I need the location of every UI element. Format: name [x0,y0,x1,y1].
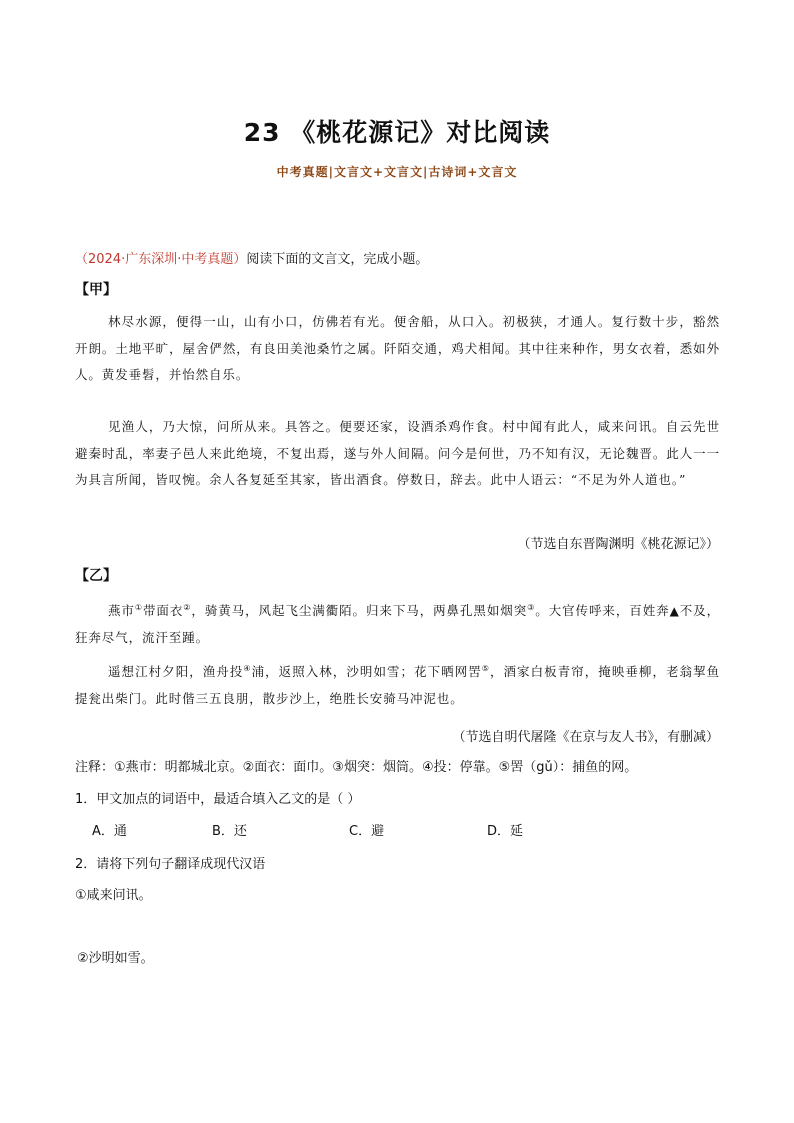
annotations: 注释：①燕市：明都城北京。②面衣：面巾。③烟突：烟筒。④投：停靠。⑤罟（gǔ）：捕鱼的网。 [75,760,638,775]
instruction-text: 阅读下面的文言文，完成小题。 [246,252,429,267]
text-run: ，骑黄马，风起飞尘满衢陌。归来下马，两鼻孔黑如烟突 [191,603,528,619]
page-title: 23 《桃花源记》对比阅读 [243,118,551,147]
passage-a-label: 【甲】 [75,282,117,298]
passage-b-paragraph-1 [75,595,720,651]
text-run: 遥想江村夕阳，渔舟投 [108,664,244,680]
passage-b-attribution: （节选自明代屠隆《在京与友人书》，有删减） [452,730,719,745]
text-run: 带面衣 [142,603,184,619]
footnote-marker: ① [134,603,143,612]
question-2-item-1: ①咸来问讯。 [75,888,152,903]
exam-source: （2024·广东深圳·中考真题） [75,252,247,267]
footnote-marker: ⑤ [481,664,490,673]
blank-marker: ▲ [669,604,680,619]
question-1: 1．甲文加点的词语中，最适合填入乙文的是（ ） [75,792,361,807]
text-run: ，酒家白板青帘，掩映垂柳，老翁挈鱼提瓮出柴门。此时偕三五良朋，散步沙上，绝胜长安骑马冲泥也。 [75,664,720,706]
passage-a-paragraph-1: 林尽水源，便得一山，山有小口，仿佛若有光。便舍船，从口入。初极狭，才通人。复行数十步，豁然开朗。土地平旷，屋舍俨然，有良田美池桑竹之属。阡陌交通，鸡犬相闻。其中往来种作，男女衣着，悉如外人。黄发垂髫，并怡然自乐。 [75,314,720,382]
passage-a-paragraph-2: 见渔人，乃大惊，问所从来。具答之。便要还家，设酒杀鸡作食。村中闻有此人，咸来问讯。自云先世避秦时乱，率妻子邑人来此绝境，不复出焉，遂与外人间隔。问今是何世，乃不知有汉，无论魏晋。此人一一为具言所闻，皆叹惋。余人各复延至其家，皆出酒食。停数日，辞去。此中人语云：“不足为外人道也。” [75,419,720,487]
passage-b-paragraph-2 [75,656,720,712]
text-run: 。大官传呼来，百姓奔 [535,603,670,619]
footnote-marker: ③ [527,603,536,612]
option-d: D．延 [487,824,524,839]
question-2-item-2: ②沙明如雪。 [77,951,154,966]
text-run: 燕市 [108,603,135,619]
footnote-marker: ④ [243,664,252,673]
footnote-marker: ② [183,603,192,612]
option-b: B．还 [212,824,247,839]
page-subtitle: 中考真题|文言文+文言文|古诗词+文言文 [276,165,518,179]
question-intro [75,248,428,267]
passage-a-attribution: （节选自东晋陶渊明《桃花源记》） [517,537,719,552]
text-run: 不及，狂奔尽气，流汗至踵。 [75,603,720,645]
text-run: 浦，返照入林，沙明如雪；花下晒网罟 [251,664,482,680]
option-c: C．避 [349,824,385,839]
passage-b-label: 【乙】 [75,568,117,584]
question-2: 2．请将下列句子翻译成现代汉语 [75,857,266,872]
option-a: A．通 [92,824,127,839]
